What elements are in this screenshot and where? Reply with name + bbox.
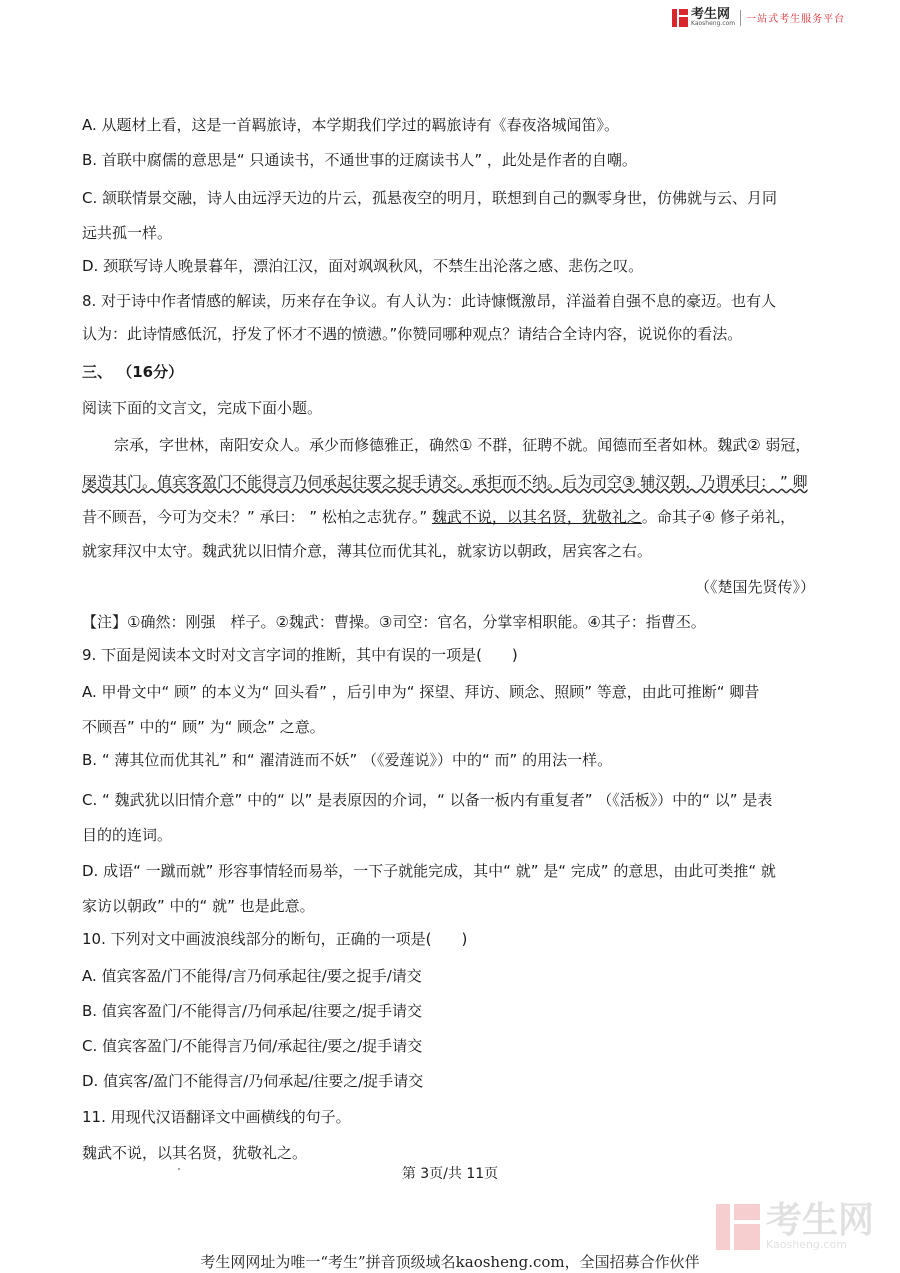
q10-option-d: D. 值宾客/盈门不能得言/乃伺承起/往要之/捉手请交 xyxy=(82,1072,424,1090)
option-7c-line2: 远共孤一样。 xyxy=(82,224,173,242)
option-7b: B. 首联中腐儒的意思是“ 只通读书，不通世事的迂腐读书人” ，此处是作者的自嘲。 xyxy=(82,151,637,169)
wavy-underline-sentence: 屡造其门。值宾客盈门不能得言乃伺承起往要之捉手请交。承拒而不纳。后为司空③ 辅汉朝，乃谓承曰： ” 卿 xyxy=(82,473,808,491)
header-slogan: 一站式考生服务平台 xyxy=(746,14,846,25)
annotation-note: 【注】①确然：刚强 样子。②魏武：曹操。③司空：官名，分掌宰相职能。④其子：指曹丕。 xyxy=(82,613,706,631)
watermark-logo-icon xyxy=(716,1204,760,1250)
question-11-sentence: 魏武不说，以其名贤，犹敬礼之。 xyxy=(82,1144,308,1162)
logo-divider xyxy=(740,10,741,26)
passage-line-2 xyxy=(82,472,808,492)
q9-option-c-line1: C. “ 魏武犹以旧情介意” 中的“ 以” 是表原因的介词，“ 以备一板内有重复者” （《活板》）中的“ 以” 是表 xyxy=(82,791,773,809)
question-11: 11. 用现代汉语翻译文中画横线的句子。 xyxy=(82,1108,351,1126)
question-9: 9. 下面是阅读本文时对文言字词的推断，其中有误的一项是( ) xyxy=(82,646,518,664)
kaosheng-logo-icon xyxy=(672,9,688,27)
watermark-domain: Kaosheng.com xyxy=(766,1238,847,1251)
passage-line-4: 就家拜汉中太守。魏武犹以旧情介意，薄其位而优其礼，就家访以朝政，居宾客之右。 xyxy=(82,542,653,560)
question-8-line1: 8. 对于诗中作者情感的解读，历来存在争议。有人认为：此诗慷慨激昂，洋溢着自强不息的豪迈。也有人 xyxy=(82,292,777,310)
passage-line-3-pre: 昔不顾吾，今可为交未？” 承曰： ” 松柏之志犹存。” xyxy=(82,508,432,526)
passage-line-3-post: 。命其子④ 修子弟礼， xyxy=(641,508,796,526)
section-3-heading: 三、 （16分） xyxy=(82,363,184,381)
q9-option-b: B. “ 薄其位而优其礼” 和“ 濯清涟而不妖” （《爱莲说》）中的“ 而” 的用法一样。 xyxy=(82,751,613,769)
logo-domain: Kaosheng.com xyxy=(691,20,736,27)
passage-source: （《楚国先贤传》） xyxy=(694,578,815,596)
q9-option-c-line2: 目的的连词。 xyxy=(82,826,173,844)
q10-option-c: C. 值宾客盈门/不能得言乃伺/承起往/要之/捉手请交 xyxy=(82,1037,423,1055)
header-logo[interactable] xyxy=(672,8,845,27)
q10-option-a: A. 值宾客盈/门不能得/言乃伺承起往/要之捉手/请交 xyxy=(82,967,422,985)
q10-option-b: B. 值宾客盈门/不能得言/乃伺承起/往要之/捉手请交 xyxy=(82,1002,423,1020)
watermark-logo xyxy=(716,1200,875,1251)
option-7c-line1: C. 颔联情景交融，诗人由远浮天边的片云，孤悬夜空的明月，联想到自己的飘零身世，仿佛就与云、月同 xyxy=(82,189,778,207)
option-7d: D. 颈联写诗人晚景暮年，漂泊江汉，面对飒飒秋风，不禁生出沦落之感、悲伤之叹。 xyxy=(82,257,644,275)
question-8-line2: 认为：此诗情感低沉，抒发了怀才不遇的愤懑。”你赞同哪种观点？请结合全诗内容，说说你的看法。 xyxy=(82,325,743,343)
question-10: 10. 下列对文中画波浪线部分的断句，正确的一项是( ) xyxy=(82,930,468,948)
underlined-sentence: 魏武不说，以其名贤，犹敬礼之 xyxy=(431,508,642,526)
q9-option-a-line1: A. 甲骨文中“ 顾” 的本义为“ 回头看” ，后引申为“ 探望、拜访、顾念、照顾” 等意，由此可推断“ 卿昔 xyxy=(82,683,760,701)
q9-option-a-line2: 不顾吾” 中的“ 顾” 为“ 顾念” 之意。 xyxy=(82,718,325,736)
q9-option-d-line2: 家访以朝政” 中的“ 就” 也是此意。 xyxy=(82,897,315,915)
page-number: 第 3页/共 11页 xyxy=(401,1166,499,1182)
passage-line-1: 宗承，字世林，南阳安众人。承少而修德雅正，确然① 不群，征聘不就。闻德而至者如林。魏武② 弱冠， xyxy=(114,436,811,454)
option-7a: A. 从题材上看，这是一首羁旅诗，本学期我们学过的羁旅诗有《春夜洛城闻笛》。 xyxy=(82,116,620,134)
logo-name: 考生网 xyxy=(691,7,731,22)
watermark-name: 考生网 xyxy=(766,1200,875,1241)
reading-instruction: 阅读下面的文言文，完成下面小题。 xyxy=(82,399,323,417)
footer-notice: 考生网网址为唯一“考生”拼音顶级域名kaosheng.com，全国招募合作伙伴 xyxy=(200,1253,700,1271)
passage-line-3 xyxy=(82,507,795,527)
q9-option-d-line1: D. 成语“ 一蹴而就” 形容事情轻而易举，一下子就能完成，其中“ 就” 是“ 完成” 的意思，由此可类推“ 就 xyxy=(82,862,776,880)
